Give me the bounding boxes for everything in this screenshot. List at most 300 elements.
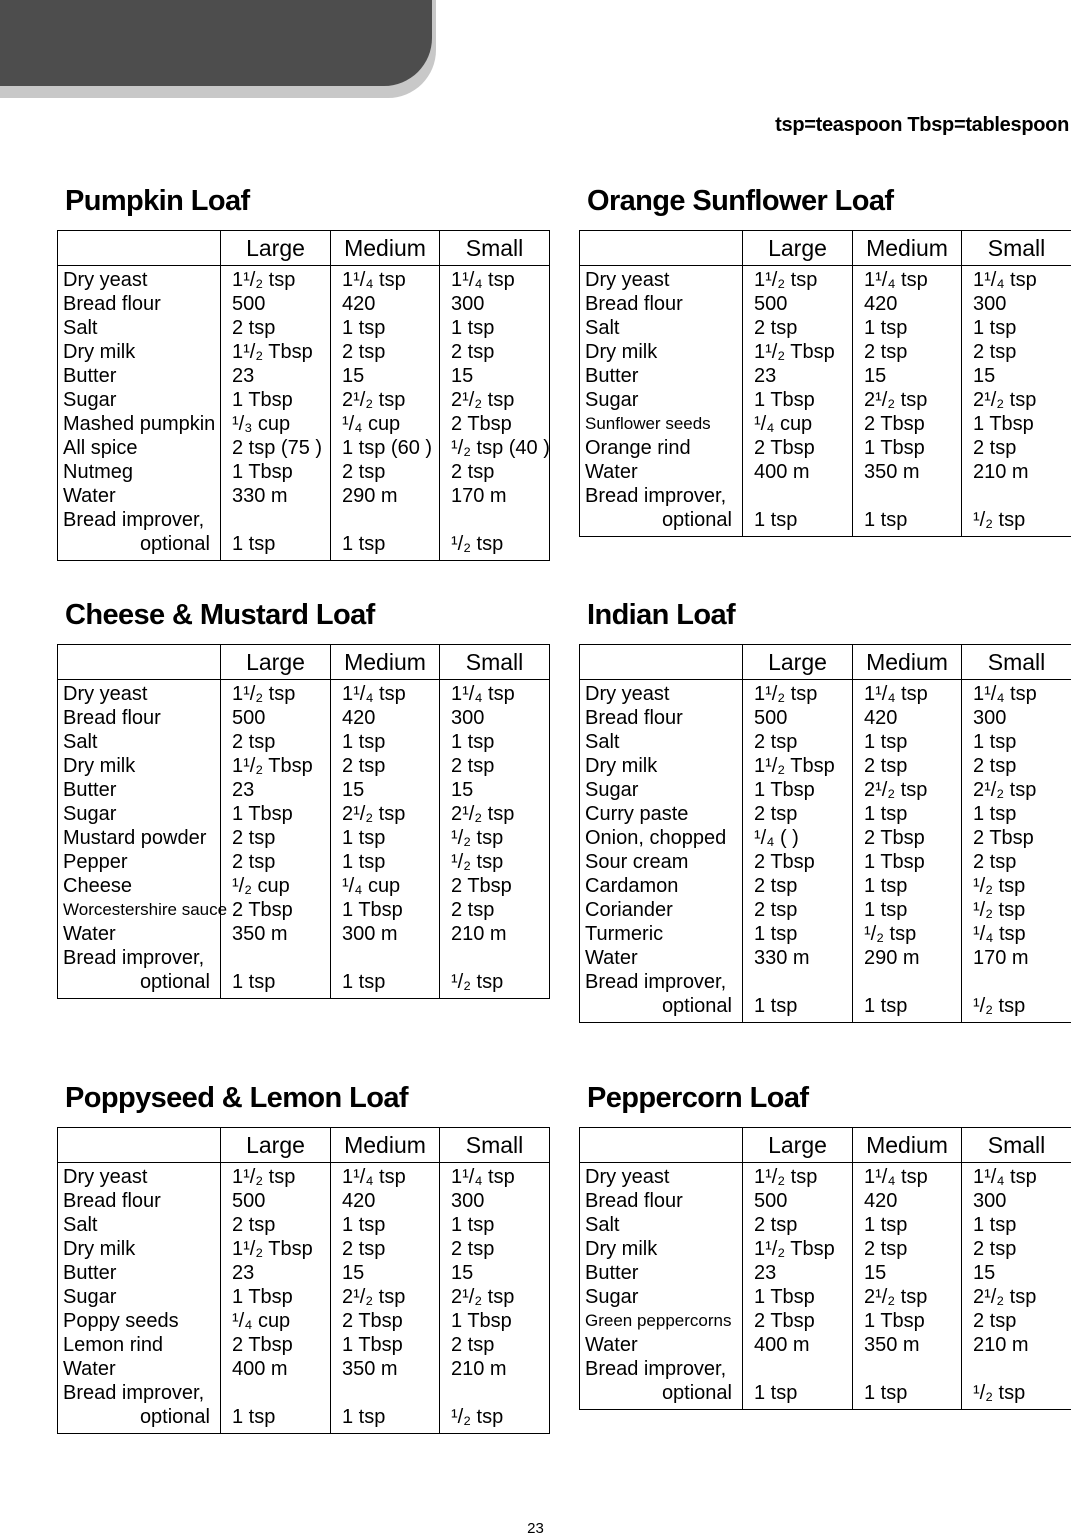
table-row: [580, 680, 1071, 707]
ingredient-name: Sour cream: [580, 850, 743, 874]
ingredient-amount: 1 tsp: [962, 316, 1071, 340]
ingredient-name: Water: [58, 1357, 221, 1381]
size-column-header: Small: [962, 645, 1071, 680]
ingredient-name: Dry yeast: [580, 680, 743, 707]
ingredient-name: Bread flour: [580, 292, 743, 316]
ingredient-amount: ¹/₂ tsp: [962, 898, 1071, 922]
ingredient-amount: 2¹/₂ tsp: [440, 1285, 550, 1309]
table-row: [58, 922, 550, 946]
ingredient-amount: 2 tsp: [743, 898, 853, 922]
recipe-peppercorn-loaf: [579, 1081, 1071, 1410]
ingredient-amount: 1 Tbsp: [743, 1285, 853, 1309]
table-row: [580, 316, 1071, 340]
ingredient-name: Dry yeast: [580, 266, 743, 293]
ingredient-amount: ¹/₂ tsp: [440, 1405, 550, 1434]
ingredient-amount: 2 tsp: [221, 1213, 331, 1237]
ingredient-amount: 23: [221, 364, 331, 388]
ingredient-amount: 1 Tbsp: [331, 898, 440, 922]
ingredient-name: Sugar: [580, 778, 743, 802]
table-row: [58, 436, 550, 460]
ingredient-amount: 1¹/₄ tsp: [962, 680, 1071, 707]
ingredient-table: [57, 644, 550, 999]
ingredient-amount: 2¹/₂ tsp: [853, 778, 962, 802]
ingredient-amount: 2 tsp: [853, 754, 962, 778]
ingredient-amount: ¹/₂ tsp: [440, 850, 550, 874]
ingredient-amount: 2 tsp: [743, 874, 853, 898]
ingredient-amount: ¹/₂ tsp (40 ): [440, 436, 550, 460]
ingredient-amount: 1 Tbsp: [221, 388, 331, 412]
recipe-title: Pumpkin Loaf: [65, 185, 250, 217]
ingredient-name: Bread improver,: [58, 508, 221, 532]
header-tab: [0, 0, 432, 86]
ingredient-amount: 1¹/₂ tsp: [743, 266, 853, 293]
table-row: [580, 460, 1071, 484]
ingredient-amount: [743, 970, 853, 994]
ingredient-amount: 420: [853, 1189, 962, 1213]
table-row: [58, 266, 550, 293]
ingredient-name: Orange rind: [580, 436, 743, 460]
ingredient-amount: 1 tsp: [331, 532, 440, 561]
table-row: [580, 754, 1071, 778]
ingredient-amount: 420: [331, 1189, 440, 1213]
ingredient-amount: 2¹/₂ tsp: [331, 1285, 440, 1309]
ingredient-amount: 15: [331, 778, 440, 802]
ingredient-amount: 2 tsp: [331, 460, 440, 484]
ingredient-amount: 400 m: [221, 1357, 331, 1381]
size-column-header: Large: [743, 1128, 853, 1163]
ingredient-name: Mashed pumpkin: [58, 412, 221, 436]
size-column-header: Large: [743, 645, 853, 680]
ingredient-name: Green peppercorns: [580, 1309, 743, 1333]
ingredient-amount: ¹/₄ ( ): [743, 826, 853, 850]
ingredient-name: optional: [580, 508, 743, 537]
table-row: [58, 874, 550, 898]
table-row: [580, 484, 1071, 508]
ingredient-name: All spice: [58, 436, 221, 460]
recipe-title: Cheese & Mustard Loaf: [65, 599, 375, 631]
ingredient-amount: 1 tsp: [743, 994, 853, 1023]
size-column-header: Small: [440, 231, 550, 266]
ingredient-amount: 400 m: [743, 1333, 853, 1357]
ingredient-name: Dry yeast: [58, 266, 221, 293]
ingredient-amount: ¹/₂ tsp: [962, 874, 1071, 898]
ingredient-amount: 15: [853, 1261, 962, 1285]
ingredient-table: [579, 644, 1071, 1023]
ingredient-amount: 15: [440, 778, 550, 802]
table-row: [580, 1189, 1071, 1213]
ingredient-amount: 1 tsp: [743, 508, 853, 537]
ingredient-name: Water: [58, 484, 221, 508]
ingredient-amount: 1 tsp: [440, 316, 550, 340]
ingredient-amount: 1¹/₄ tsp: [853, 266, 962, 293]
ingredient-amount: 15: [962, 1261, 1071, 1285]
ingredient-name: optional: [58, 532, 221, 561]
ingredient-name: Nutmeg: [58, 460, 221, 484]
ingredient-amount: [743, 1357, 853, 1381]
ingredient-amount: 2 Tbsp: [221, 898, 331, 922]
ingredient-amount: 2 tsp: [331, 754, 440, 778]
table-row: [580, 922, 1071, 946]
ingredient-amount: 23: [221, 1261, 331, 1285]
table-row: [580, 1237, 1071, 1261]
ingredient-amount: ¹/₂ tsp: [440, 970, 550, 999]
ingredient-amount: 1¹/₂ tsp: [221, 266, 331, 293]
table-row: [58, 680, 550, 707]
ingredient-amount: 1 tsp: [331, 730, 440, 754]
ingredient-amount: 1¹/₄ tsp: [331, 266, 440, 293]
ingredient-name: Sugar: [580, 1285, 743, 1309]
table-row: [58, 1333, 550, 1357]
ingredient-table: [57, 1127, 550, 1434]
table-row: [58, 850, 550, 874]
ingredient-amount: 2 tsp: [962, 850, 1071, 874]
ingredient-amount: 2 tsp: [331, 1237, 440, 1261]
ingredient-name: Bread flour: [58, 1189, 221, 1213]
ingredient-amount: 170 m: [440, 484, 550, 508]
ingredient-amount: 1 Tbsp: [853, 436, 962, 460]
ingredient-amount: 1 tsp: [962, 802, 1071, 826]
ingredient-amount: 1¹/₄ tsp: [331, 680, 440, 707]
size-column-header: Medium: [331, 231, 440, 266]
ingredient-amount: 1 Tbsp: [221, 802, 331, 826]
ingredient-amount: 1 tsp: [331, 970, 440, 999]
table-header-row: [580, 1128, 1071, 1163]
ingredient-name: Bread improver,: [580, 1357, 743, 1381]
ingredient-amount: 2 tsp: [221, 850, 331, 874]
ingredient-amount: 500: [221, 1189, 331, 1213]
ingredient-name: Cardamon: [580, 874, 743, 898]
table-row: [580, 364, 1071, 388]
ingredient-name: Turmeric: [580, 922, 743, 946]
ingredient-amount: 300 m: [331, 922, 440, 946]
ingredient-amount: [962, 484, 1071, 508]
ingredient-name: Sugar: [58, 802, 221, 826]
ingredient-amount: 15: [853, 364, 962, 388]
ingredient-amount: [221, 508, 331, 532]
ingredient-name: Dry yeast: [580, 1163, 743, 1190]
ingredient-amount: 1 Tbsp: [743, 388, 853, 412]
ingredient-name: optional: [580, 1381, 743, 1410]
ingredient-column-header: [58, 231, 221, 266]
table-header-row: [58, 231, 550, 266]
ingredient-name: Water: [58, 922, 221, 946]
ingredient-name: Bread improver,: [58, 946, 221, 970]
ingredient-amount: 2 tsp: [853, 340, 962, 364]
ingredient-name: Sugar: [580, 388, 743, 412]
ingredient-name: Bread flour: [580, 1189, 743, 1213]
ingredient-name: optional: [580, 994, 743, 1023]
ingredient-amount: [853, 484, 962, 508]
ingredient-amount: 1 Tbsp: [440, 1309, 550, 1333]
table-row: [580, 1309, 1071, 1333]
ingredient-name: Salt: [580, 730, 743, 754]
ingredient-amount: 1¹/₄ tsp: [331, 1163, 440, 1190]
recipe-title: Orange Sunflower Loaf: [587, 185, 894, 217]
ingredient-name: Dry yeast: [58, 1163, 221, 1190]
ingredient-amount: 350 m: [853, 460, 962, 484]
ingredient-amount: 2¹/₂ tsp: [962, 388, 1071, 412]
ingredient-amount: 2 tsp: [743, 1213, 853, 1237]
table-row: [58, 1189, 550, 1213]
ingredient-name: Salt: [58, 316, 221, 340]
ingredient-amount: 1 tsp: [743, 1381, 853, 1410]
ingredient-amount: 2 Tbsp: [743, 436, 853, 460]
table-row: [58, 1237, 550, 1261]
page-number: 23: [527, 1520, 544, 1537]
ingredient-amount: 2 tsp: [440, 340, 550, 364]
ingredient-amount: 2 tsp: [962, 754, 1071, 778]
ingredient-amount: 1 tsp: [331, 316, 440, 340]
ingredient-amount: 1 tsp: [221, 532, 331, 561]
ingredient-table: [57, 230, 550, 561]
ingredient-amount: 1 tsp: [440, 730, 550, 754]
size-column-header: Large: [743, 231, 853, 266]
ingredient-column-header: [58, 645, 221, 680]
ingredient-amount: 1 tsp: [221, 1405, 331, 1434]
ingredient-name: Water: [580, 1333, 743, 1357]
size-column-header: Small: [962, 231, 1071, 266]
table-row: [58, 532, 550, 561]
ingredient-amount: 2 tsp: [962, 436, 1071, 460]
recipe-title: Indian Loaf: [587, 599, 736, 631]
ingredient-amount: [331, 946, 440, 970]
ingredient-amount: 2 tsp: [331, 340, 440, 364]
ingredient-name: Salt: [58, 1213, 221, 1237]
table-row: [580, 946, 1071, 970]
ingredient-amount: 500: [743, 1189, 853, 1213]
ingredient-amount: 2¹/₂ tsp: [440, 802, 550, 826]
ingredient-amount: 1 Tbsp: [853, 1309, 962, 1333]
ingredient-amount: 2¹/₂ tsp: [962, 1285, 1071, 1309]
ingredient-amount: 2¹/₂ tsp: [853, 388, 962, 412]
ingredient-amount: 1¹/₄ tsp: [440, 266, 550, 293]
ingredient-amount: 290 m: [853, 946, 962, 970]
table-row: [580, 266, 1071, 293]
ingredient-amount: 2 tsp: [962, 340, 1071, 364]
table-row: [58, 1261, 550, 1285]
table-row: [580, 850, 1071, 874]
ingredient-amount: 300: [962, 292, 1071, 316]
ingredient-name: Pepper: [58, 850, 221, 874]
table-row: [580, 730, 1071, 754]
ingredient-name: Bread flour: [58, 292, 221, 316]
ingredient-amount: 2 tsp: [853, 1237, 962, 1261]
ingredient-amount: 1 tsp (60 ): [331, 436, 440, 460]
ingredient-amount: 420: [331, 706, 440, 730]
ingredient-amount: 1 tsp: [853, 994, 962, 1023]
ingredient-amount: 1 tsp: [853, 1213, 962, 1237]
ingredient-name: Water: [580, 460, 743, 484]
table-row: [58, 484, 550, 508]
ingredient-amount: 23: [743, 1261, 853, 1285]
table-row: [580, 1285, 1071, 1309]
table-row: [58, 754, 550, 778]
ingredient-amount: 1 tsp: [962, 1213, 1071, 1237]
recipe-pumpkin-loaf: [57, 184, 549, 561]
ingredient-column-header: [580, 231, 743, 266]
ingredient-amount: 2 Tbsp: [743, 850, 853, 874]
ingredient-amount: 2 Tbsp: [962, 826, 1071, 850]
ingredient-amount: 1¹/₂ Tbsp: [221, 1237, 331, 1261]
ingredient-amount: 2 tsp: [743, 316, 853, 340]
table-row: [58, 970, 550, 999]
ingredient-name: Worcestershire sauce: [58, 898, 221, 922]
table-row: [580, 826, 1071, 850]
ingredient-name: Sugar: [58, 1285, 221, 1309]
ingredient-amount: ¹/₂ tsp: [962, 1381, 1071, 1410]
ingredient-amount: [962, 1357, 1071, 1381]
size-column-header: Large: [221, 1128, 331, 1163]
table-row: [580, 1333, 1071, 1357]
ingredient-amount: 1¹/₂ tsp: [743, 1163, 853, 1190]
ingredient-amount: 500: [743, 706, 853, 730]
table-row: [58, 364, 550, 388]
ingredient-amount: ¹/₄ cup: [743, 412, 853, 436]
ingredient-amount: 2 tsp: [221, 730, 331, 754]
ingredient-amount: 23: [221, 778, 331, 802]
ingredient-table: [579, 230, 1071, 537]
ingredient-amount: 1 Tbsp: [743, 778, 853, 802]
ingredient-amount: 2 tsp: [440, 898, 550, 922]
ingredient-amount: 15: [331, 364, 440, 388]
ingredient-amount: 2¹/₂ tsp: [331, 802, 440, 826]
table-row: [58, 316, 550, 340]
table-row: [58, 730, 550, 754]
ingredient-amount: 15: [962, 364, 1071, 388]
ingredient-amount: 2 tsp: [440, 754, 550, 778]
table-row: [580, 1213, 1071, 1237]
ingredient-name: Dry yeast: [58, 680, 221, 707]
ingredient-name: Bread improver,: [580, 970, 743, 994]
ingredient-amount: [743, 484, 853, 508]
ingredient-column-header: [58, 1128, 221, 1163]
ingredient-amount: 1 Tbsp: [331, 1333, 440, 1357]
size-column-header: Small: [440, 645, 550, 680]
table-row: [580, 874, 1071, 898]
ingredient-amount: 23: [743, 364, 853, 388]
ingredient-name: Salt: [58, 730, 221, 754]
ingredient-amount: 500: [221, 292, 331, 316]
recipe-orange-sunflower-loaf: [579, 184, 1071, 537]
ingredient-amount: 1 Tbsp: [221, 1285, 331, 1309]
size-column-header: Small: [962, 1128, 1071, 1163]
ingredient-amount: 1¹/₂ Tbsp: [221, 754, 331, 778]
ingredient-amount: 1 tsp: [853, 874, 962, 898]
table-row: [58, 1309, 550, 1333]
ingredient-amount: 2 tsp: [743, 730, 853, 754]
ingredient-name: Sunflower seeds: [580, 412, 743, 436]
ingredient-amount: 2 tsp: [962, 1309, 1071, 1333]
ingredient-name: Dry milk: [58, 1237, 221, 1261]
size-column-header: Large: [221, 231, 331, 266]
ingredient-name: Onion, chopped: [580, 826, 743, 850]
table-row: [580, 436, 1071, 460]
ingredient-amount: ¹/₂ cup: [221, 874, 331, 898]
table-row: [580, 802, 1071, 826]
size-column-header: Small: [440, 1128, 550, 1163]
table-row: [580, 412, 1071, 436]
ingredient-amount: 2 tsp (75 ): [221, 436, 331, 460]
table-row: [58, 1405, 550, 1434]
ingredient-name: Bread flour: [58, 706, 221, 730]
ingredient-amount: [962, 970, 1071, 994]
ingredient-amount: ¹/₂ tsp: [440, 532, 550, 561]
ingredient-amount: 400 m: [743, 460, 853, 484]
table-row: [580, 292, 1071, 316]
ingredient-amount: 1 tsp: [853, 1381, 962, 1410]
ingredient-amount: 170 m: [962, 946, 1071, 970]
ingredient-amount: [221, 1381, 331, 1405]
ingredient-amount: 300: [440, 292, 550, 316]
ingredient-amount: 330 m: [221, 484, 331, 508]
table-row: [580, 340, 1071, 364]
table-row: [580, 1163, 1071, 1190]
ingredient-amount: 15: [440, 1261, 550, 1285]
recipe-title: Poppyseed & Lemon Loaf: [65, 1082, 408, 1114]
table-row: [58, 292, 550, 316]
size-column-header: Medium: [853, 231, 962, 266]
ingredient-name: Butter: [580, 1261, 743, 1285]
ingredient-amount: 350 m: [221, 922, 331, 946]
ingredient-amount: 1¹/₄ tsp: [962, 266, 1071, 293]
ingredient-name: Mustard powder: [58, 826, 221, 850]
ingredient-amount: 330 m: [743, 946, 853, 970]
ingredient-amount: ¹/₂ tsp: [962, 994, 1071, 1023]
ingredient-amount: 2 Tbsp: [440, 412, 550, 436]
ingredient-amount: 1 tsp: [743, 922, 853, 946]
ingredient-amount: 350 m: [853, 1333, 962, 1357]
ingredient-amount: 15: [440, 364, 550, 388]
ingredient-amount: 1 tsp: [853, 898, 962, 922]
ingredient-name: Salt: [580, 316, 743, 340]
size-column-header: Medium: [331, 645, 440, 680]
ingredient-amount: [221, 946, 331, 970]
ingredient-amount: 1 tsp: [440, 1213, 550, 1237]
ingredient-amount: ¹/₄ cup: [221, 1309, 331, 1333]
ingredient-name: Butter: [58, 1261, 221, 1285]
table-row: [580, 994, 1071, 1023]
recipe-cheese-mustard-loaf: [57, 598, 549, 999]
table-row: [58, 1163, 550, 1190]
ingredient-amount: 210 m: [962, 1333, 1071, 1357]
ingredient-amount: 1¹/₂ Tbsp: [743, 1237, 853, 1261]
ingredient-amount: 500: [743, 292, 853, 316]
ingredient-amount: 2 tsp: [440, 1333, 550, 1357]
ingredient-amount: 1 Tbsp: [853, 850, 962, 874]
ingredient-name: Butter: [58, 364, 221, 388]
ingredient-amount: 2¹/₂ tsp: [331, 388, 440, 412]
ingredient-amount: 1¹/₂ tsp: [221, 680, 331, 707]
abbreviation-note: tsp=teaspoon Tbsp=tablespoon: [775, 114, 1069, 136]
ingredient-amount: [853, 1357, 962, 1381]
ingredient-amount: 1¹/₂ Tbsp: [743, 340, 853, 364]
ingredient-amount: 300: [440, 1189, 550, 1213]
ingredient-amount: 2 Tbsp: [221, 1333, 331, 1357]
ingredient-amount: 300: [440, 706, 550, 730]
ingredient-amount: 210 m: [440, 1357, 550, 1381]
ingredient-amount: ¹/₂ tsp: [440, 826, 550, 850]
ingredient-amount: 1 Tbsp: [221, 460, 331, 484]
table-header-row: [58, 1128, 550, 1163]
ingredient-name: Water: [580, 946, 743, 970]
table-row: [580, 388, 1071, 412]
ingredient-amount: 1¹/₂ Tbsp: [743, 754, 853, 778]
table-row: [58, 388, 550, 412]
ingredient-amount: 420: [853, 292, 962, 316]
table-row: [580, 508, 1071, 537]
ingredient-amount: 1 tsp: [853, 508, 962, 537]
ingredient-amount: 1¹/₄ tsp: [440, 680, 550, 707]
